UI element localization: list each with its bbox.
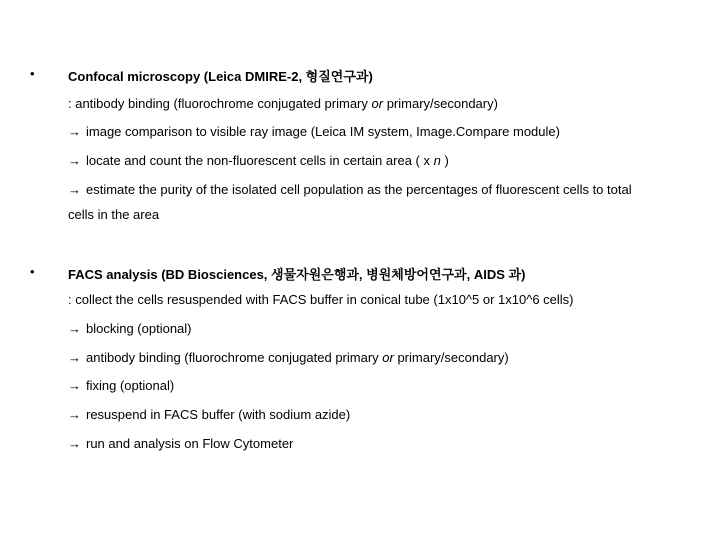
facs-step-4-text: resuspend in FACS buffer (with sodium azide) [86,407,351,422]
facs-step-5 [68,436,293,451]
arrow-icon: → [68,153,81,168]
bullet-confocal: • [30,66,35,81]
confocal-step-1-text: image comparison to visible ray image (Leica IM system, Image.Compare module) [86,124,560,139]
confocal-step-3-continuation: cells in the area [68,207,160,222]
facs-step-2-or: or [382,350,394,365]
confocal-step-2 [68,153,449,168]
facs-step-1-text: blocking (optional) [86,321,192,336]
confocal-intro-end: primary/secondary) [383,96,498,111]
confocal-step-1 [68,124,560,139]
arrow-icon: → [68,321,81,336]
confocal-step-2-n: n [433,153,441,168]
arrow-icon: → [68,436,81,451]
arrow-icon: → [68,407,81,422]
arrow-icon: → [68,124,81,139]
facs-step-1 [68,321,192,336]
bullet-facs: • [30,264,35,279]
confocal-step-3 [68,182,632,197]
facs-step-2 [68,350,509,365]
heading-facs: FACS analysis (BD Biosciences, 생물자원은행과, 병원체방어연구과, AIDS 과) [68,267,526,282]
facs-step-2-end: primary/secondary) [393,350,509,365]
confocal-step-2-end: ) [440,153,449,168]
facs-step-4 [68,407,350,422]
facs-step-3-text: fixing (optional) [86,378,175,393]
arrow-icon: → [68,378,81,393]
facs-step-2-text: antibody binding (fluorochrome conjugated primary [86,350,383,365]
facs-intro: : collect the cells resuspended with FACS buffer in conical tube (1x10^5 or 1x10^6 cells) [68,292,574,307]
confocal-step-2-text: locate and count the non-fluorescent cells in certain area ( x [86,153,434,168]
confocal-step-3-text: estimate the purity of the isolated cell population as the percentages of fluorescent cells to total [86,182,632,197]
facs-step-3 [68,378,174,393]
facs-step-5-text: run and analysis on Flow Cytometer [86,436,294,451]
arrow-icon: → [68,182,81,197]
confocal-intro [68,96,498,111]
heading-confocal: Confocal microscopy (Leica DMIRE-2, 형질연구과) [68,69,373,84]
arrow-icon: → [68,350,81,365]
confocal-intro-or: or [371,96,384,111]
confocal-intro-text: : antibody binding (fluorochrome conjugated primary [68,96,372,111]
